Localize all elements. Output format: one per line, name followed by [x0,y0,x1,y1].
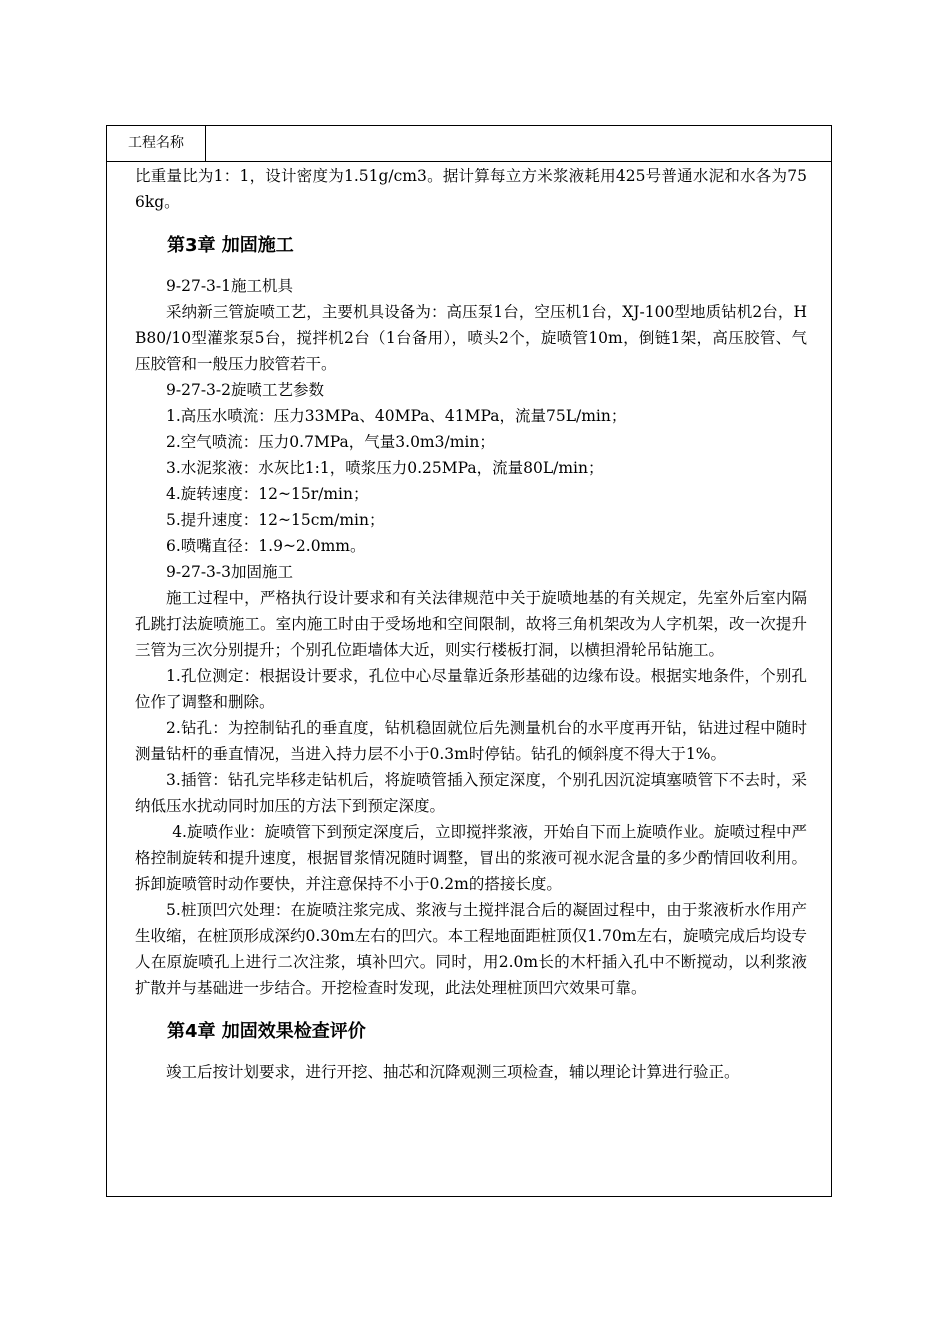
step-2-drilling: 2.钻孔：为控制钻孔的垂直度，钻机稳固就位后先测量机台的水平度再开钻，钻进过程中随时测量钻杆的垂直情况，当进入持力层不小于0.3m时停钻。钻孔的倾斜度不得大于1%。 [135,719,807,763]
header-row [107,126,831,162]
document-body [135,162,807,1085]
param-item-4: 4.旋转速度：12~15r/min； [166,485,369,503]
step-1-positioning: 1.孔位测定：根据设计要求，孔位中心尽量靠近条形基础的边缘布设。根据实地条件，个别孔位作了调整和删除。 [135,667,807,711]
chapter-4-heading: 第4章 加固效果检查评价 [167,1021,366,1042]
step-5-pit-treatment: 5.桩顶凹穴处理：在旋喷注浆完成、浆液与土搅拌混合后的凝固过程中，由于浆液析水作用产生收缩，在桩顶形成深约0.30m左右的凹穴。本工程地面距桩顶仅1.70m左右，旋喷完成后均设专人在原旋喷孔上进行二次注浆，填补凹穴。同时，用2.0m长的木杆插入孔中不断搅动，以利浆液扩散并与基础进一步结合。开挖检查时发现，此法处理桩顶凹穴效果可靠。 [135,901,807,997]
param-item-5: 5.提升速度：12~15cm/min； [166,511,385,529]
section-3-2-title: 9-27-3-2旋喷工艺参数 [166,381,325,399]
project-name-value [207,126,831,161]
chapter-3-heading: 第3章 加固施工 [167,235,294,256]
paragraph-construction: 施工过程中，严格执行设计要求和有关法律规范中关于旋喷地基的有关规定，先室外后室内隔孔跳打法旋喷施工。室内施工时由于受场地和空间限制，故将三角机架改为人字机架，改一次提升三管为三次分别提升；个别孔位距墙体大近，则实行楼板打洞，以横担滑轮吊钻施工。 [135,589,807,659]
section-3-1-title: 9-27-3-1施工机具 [166,277,294,295]
param-item-3: 3.水泥浆液：水灰比1:1，喷浆压力0.25MPa，流量80L/min； [166,459,604,477]
project-name-label: 工程名称 [107,126,206,161]
param-item-6: 6.喷嘴直径：1.9~2.0mm。 [166,537,366,555]
step-3-insertion: 3.插管：钻孔完毕移走钻机后，将旋喷管插入预定深度，个别孔因沉淀填塞喷管下不去时，采纳低压水扰动同时加压的方法下到预定深度。 [135,771,807,815]
step-4-jetting: 4.旋喷作业：旋喷管下到预定深度后，立即搅拌浆液，开始自下而上旋喷作业。旋喷过程中严格控制旋转和提升速度，根据冒浆情况随时调整，冒出的浆液可视水泥含量的多少酌情回收利用。拆卸旋喷管时动作要快，并注意保持不小于0.2m的搭接长度。 [135,823,807,893]
paragraph-inspection: 竣工后按计划要求，进行开挖、抽芯和沉降观测三项检查，辅以理论计算进行验正。 [166,1063,740,1081]
param-item-2: 2.空气喷流：压力0.7MPa，气量3.0m3/min； [166,433,495,451]
param-item-1: 1.高压水喷流：压力33MPa、40MPa、41MPa，流量75L/min； [166,407,627,425]
document-table [106,125,832,1197]
paragraph-equipment: 采纳新三管旋喷工艺，主要机具设备为：高压泵1台，空压机1台，XJ-100型地质钻机2台，HB80/10型灌浆泵5台，搅拌机2台（1台备用），喷头2个，旋喷管10m，倒链1架，高压胶管、气压胶管和一般压力胶管若干。 [135,303,807,373]
paragraph-continuation: 比重量比为1：1，设计密度为1.51g/cm3。据计算每立方米浆液耗用425号普通水泥和水各为756kg。 [135,167,807,211]
section-3-3-title: 9-27-3-3加固施工 [166,563,294,581]
